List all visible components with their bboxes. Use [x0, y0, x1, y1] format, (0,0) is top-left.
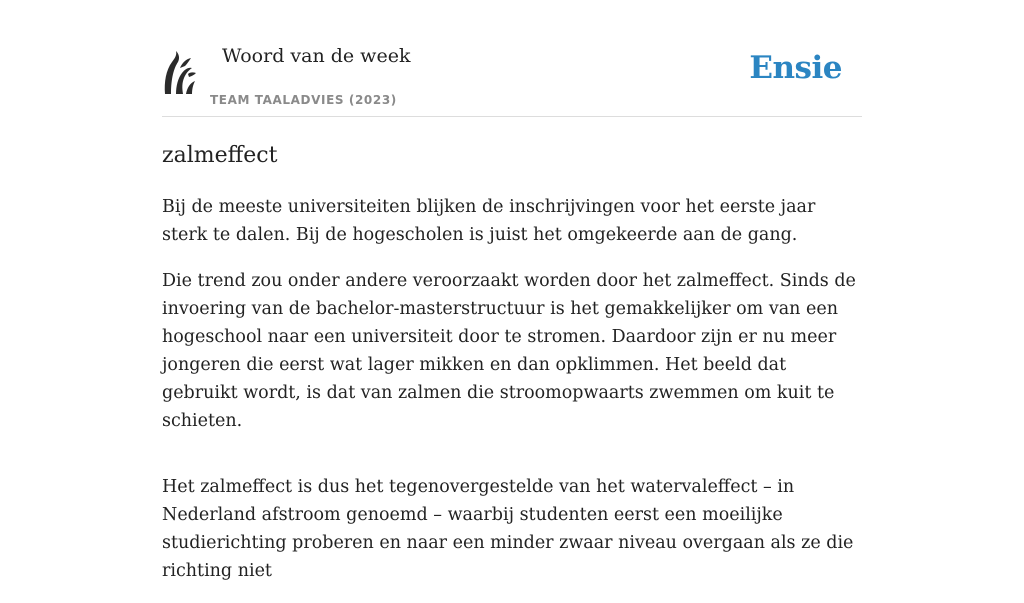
- card-header: [162, 0, 862, 117]
- entry-paragraph: Het zalmeffect is dus het tegenovergestelde van het watervaleffect – in Nederland afstroom genoemd – waarbij studenten eerst een moeilijke studierichting proberen en naar een minder zwaar niveau overgaan als ze die richting niet: [162, 477, 854, 581]
- entry-body: [162, 193, 862, 585]
- brand-logo-text[interactable]: Ensie: [749, 50, 842, 86]
- entry-paragraph: Bij de meeste universiteiten blijken de inschrijvingen voor het eerste jaar sterk te dalen. Bij de hogescholen is juist het omgekeerde aan de gang.: [162, 197, 816, 245]
- series-title: Woord van de week: [222, 45, 411, 67]
- entry-paragraph: Die trend zou onder andere veroorzaakt worden door het zalmeffect. Sinds de invoering van de bachelor-masterstructuur is het gemakkelijker om van een hogeschool naar een universiteit door te stromen. Daardoor zijn er nu meer jongeren die eerst wat lager mikken en dan opklimmen. Het beeld dat gebruikt wordt, is dat van zalmen die stroomopwaarts zwemmen om kuit te schieten.: [162, 271, 856, 431]
- author-label: TEAM TAALADVIES (2023): [210, 93, 397, 107]
- headword-title: zalmeffect: [162, 143, 278, 168]
- stylized-lion-logo-icon: [162, 48, 198, 96]
- word-card: [162, 0, 862, 603]
